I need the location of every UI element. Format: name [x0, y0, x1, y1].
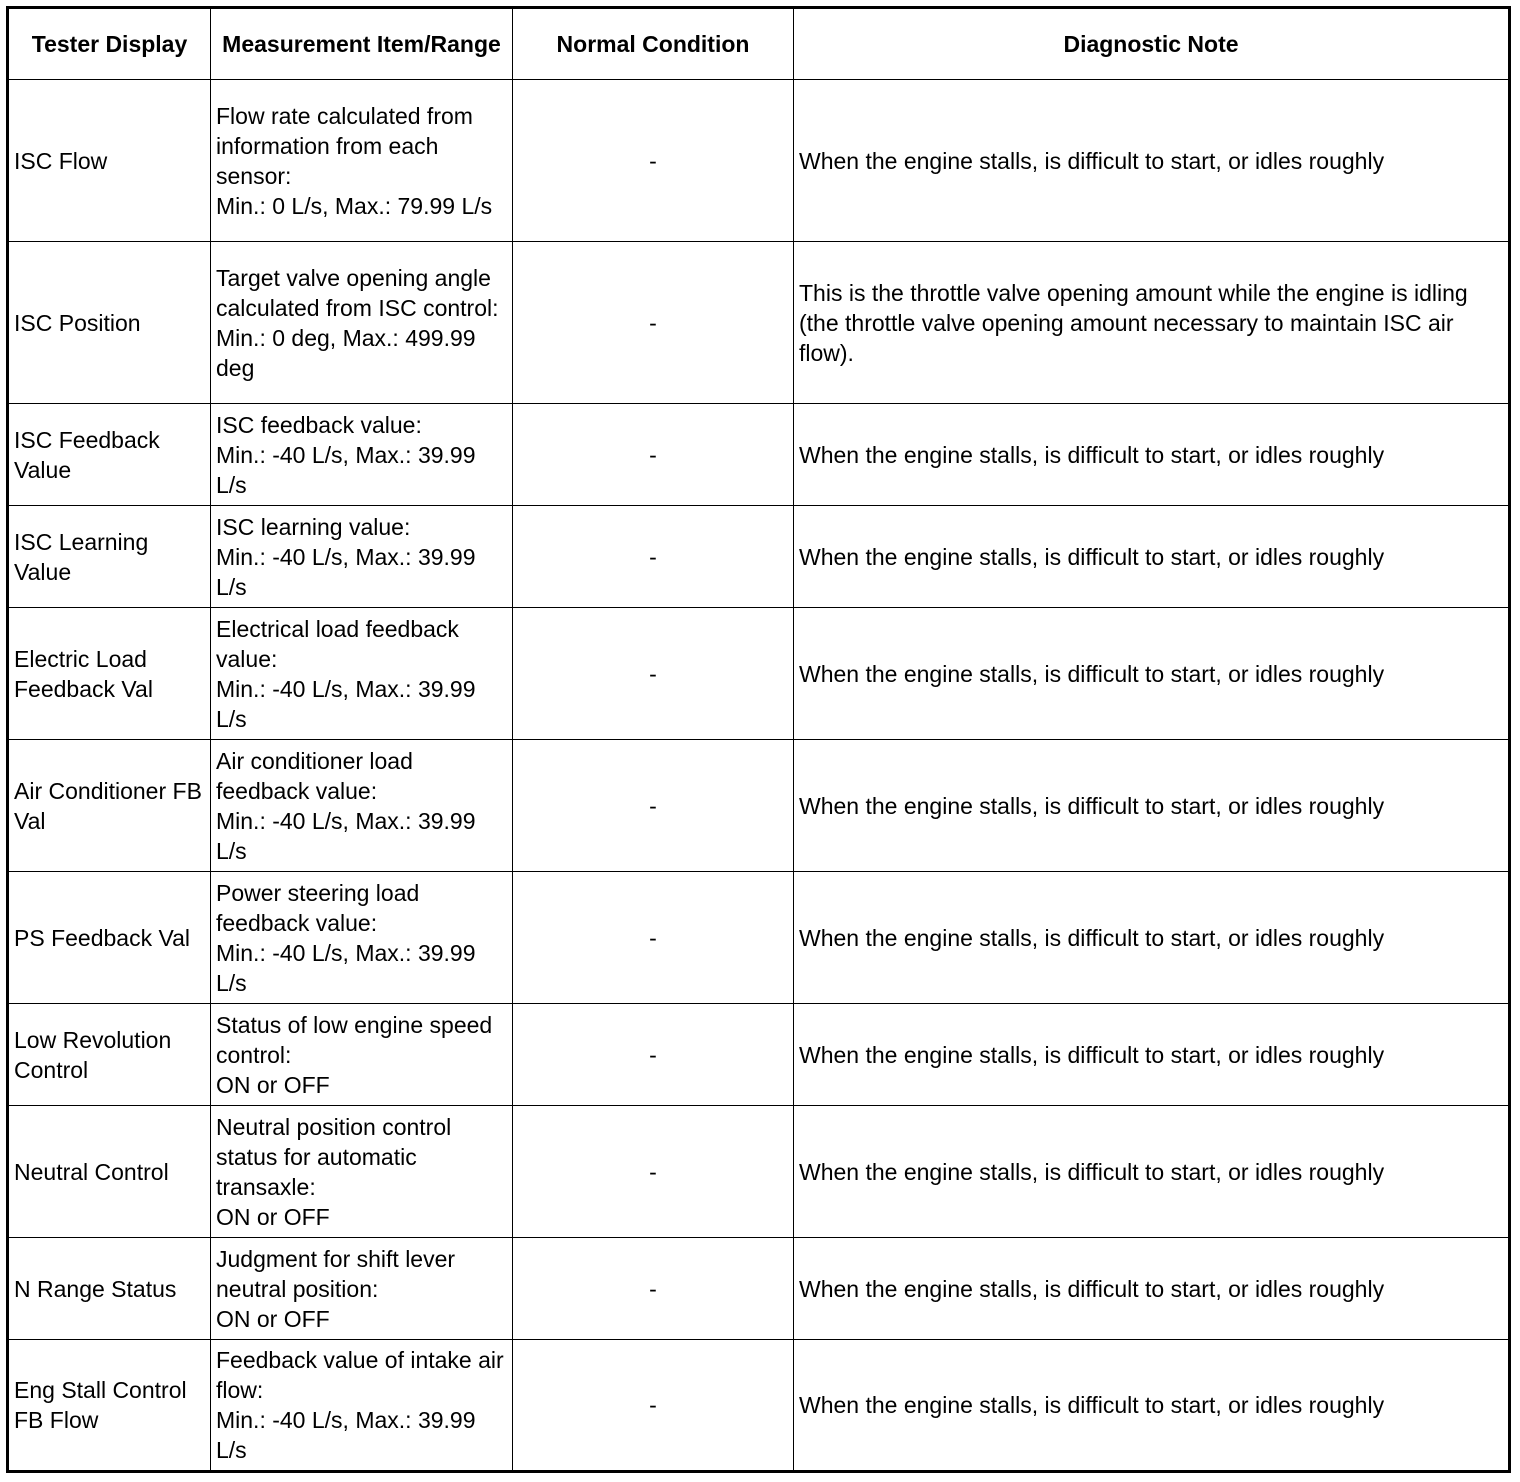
table-row: [8, 1004, 1510, 1106]
normal-condition-cell: -: [513, 608, 794, 740]
measurement-range: Min.: -40 L/s, Max.: 39.99 L/s: [216, 441, 476, 498]
tester-display-cell: ISC Position: [8, 242, 211, 404]
measurement-cell: [211, 242, 513, 404]
diagnostic-note-cell: When the engine stalls, is difficult to start, or idles roughly: [794, 1106, 1510, 1238]
table-row: [8, 506, 1510, 608]
measurement-desc: Neutral position control status for automatic transaxle:: [216, 1113, 452, 1200]
table-row: [8, 1340, 1510, 1472]
measurement-cell: [211, 80, 513, 242]
measurement-cell: [211, 608, 513, 740]
table-row: [8, 1106, 1510, 1238]
measurement-cell: [211, 404, 513, 506]
header-measurement: Measurement Item/Range: [211, 8, 513, 80]
tester-display-cell: Eng Stall Control FB Flow: [8, 1340, 211, 1472]
tester-display-cell: Electric Load Feedback Val: [8, 608, 211, 740]
measurement-desc: Status of low engine speed control:: [216, 1011, 493, 1068]
tester-display-cell: Low Revolution Control: [8, 1004, 211, 1106]
normal-condition-cell: -: [513, 1340, 794, 1472]
header-diagnostic-note: Diagnostic Note: [794, 8, 1510, 80]
measurement-range: Min.: -40 L/s, Max.: 39.99 L/s: [216, 543, 476, 600]
table-row: [8, 740, 1510, 872]
table-row: [8, 404, 1510, 506]
measurement-cell: [211, 740, 513, 872]
normal-condition-cell: -: [513, 1238, 794, 1340]
normal-condition-cell: -: [513, 404, 794, 506]
measurement-range: ON or OFF: [216, 1305, 330, 1332]
measurement-range: Min.: -40 L/s, Max.: 39.99 L/s: [216, 1407, 476, 1463]
tester-display-cell: Neutral Control: [8, 1106, 211, 1238]
measurement-cell: [211, 1238, 513, 1340]
normal-condition-cell: -: [513, 80, 794, 242]
normal-condition-cell: -: [513, 506, 794, 608]
measurement-desc: Air conditioner load feedback value:: [216, 747, 413, 804]
measurement-desc: ISC feedback value:: [216, 411, 422, 438]
measurement-range: Min.: -40 L/s, Max.: 39.99 L/s: [216, 675, 476, 732]
table-row: [8, 242, 1510, 404]
header-row: [8, 8, 1510, 80]
measurement-desc: Feedback value of intake air flow:: [216, 1347, 504, 1403]
diagnostic-note-cell: When the engine stalls, is difficult to start, or idles roughly: [794, 506, 1510, 608]
measurement-cell: [211, 1340, 513, 1472]
diagnostic-note-cell: When the engine stalls, is difficult to start, or idles roughly: [794, 80, 1510, 242]
tester-display-cell: ISC Flow: [8, 80, 211, 242]
measurement-range: Min.: 0 deg, Max.: 499.99 deg: [216, 324, 476, 381]
data-list-table: [6, 6, 1511, 1473]
measurement-cell: [211, 506, 513, 608]
diagnostic-note-cell: When the engine stalls, is difficult to start, or idles roughly: [794, 404, 1510, 506]
diagnostic-note-cell: When the engine stalls, is difficult to start, or idles roughly: [794, 740, 1510, 872]
measurement-desc: Target valve opening angle calculated from ISC control:: [216, 264, 499, 321]
diagnostic-note-cell: When the engine stalls, is difficult to start, or idles roughly: [794, 608, 1510, 740]
tester-display-cell: ISC Feedback Value: [8, 404, 211, 506]
table-row: [8, 608, 1510, 740]
measurement-cell: [211, 1004, 513, 1106]
normal-condition-cell: -: [513, 1004, 794, 1106]
normal-condition-cell: -: [513, 740, 794, 872]
diagnostic-note-cell: When the engine stalls, is difficult to start, or idles roughly: [794, 1004, 1510, 1106]
tester-display-cell: ISC Learning Value: [8, 506, 211, 608]
measurement-cell: [211, 872, 513, 1004]
header-tester-display: Tester Display: [8, 8, 211, 80]
measurement-desc: Judgment for shift lever neutral position:: [216, 1245, 456, 1302]
measurement-cell: [211, 1106, 513, 1238]
table-row: [8, 80, 1510, 242]
normal-condition-cell: -: [513, 1106, 794, 1238]
measurement-range: Min.: -40 L/s, Max.: 39.99 L/s: [216, 939, 476, 996]
tester-display-cell: Air Conditioner FB Val: [8, 740, 211, 872]
table-row: [8, 1238, 1510, 1340]
measurement-desc: Electrical load feedback value:: [216, 615, 459, 672]
normal-condition-cell: -: [513, 242, 794, 404]
tester-display-cell: N Range Status: [8, 1238, 211, 1340]
measurement-desc: Flow rate calculated from information from each sensor:: [216, 102, 473, 189]
header-normal-condition: Normal Condition: [513, 8, 794, 80]
measurement-range: Min.: 0 L/s, Max.: 79.99 L/s: [216, 192, 493, 219]
measurement-desc: Power steering load feedback value:: [216, 879, 420, 936]
tester-display-cell: PS Feedback Val: [8, 872, 211, 1004]
measurement-range: Min.: -40 L/s, Max.: 39.99 L/s: [216, 807, 476, 864]
measurement-desc: ISC learning value:: [216, 513, 411, 540]
diagnostic-note-cell: When the engine stalls, is difficult to start, or idles roughly: [794, 872, 1510, 1004]
diagnostic-note-cell: When the engine stalls, is difficult to start, or idles roughly: [794, 1340, 1510, 1472]
diagnostic-note-cell: This is the throttle valve opening amount while the engine is idling (the throttle valve opening amount necessary to maintain ISC air flow).: [794, 242, 1510, 404]
measurement-range: ON or OFF: [216, 1071, 330, 1098]
table-row: [8, 872, 1510, 1004]
diagnostic-note-cell: When the engine stalls, is difficult to start, or idles roughly: [794, 1238, 1510, 1340]
normal-condition-cell: -: [513, 872, 794, 1004]
measurement-range: ON or OFF: [216, 1203, 330, 1230]
